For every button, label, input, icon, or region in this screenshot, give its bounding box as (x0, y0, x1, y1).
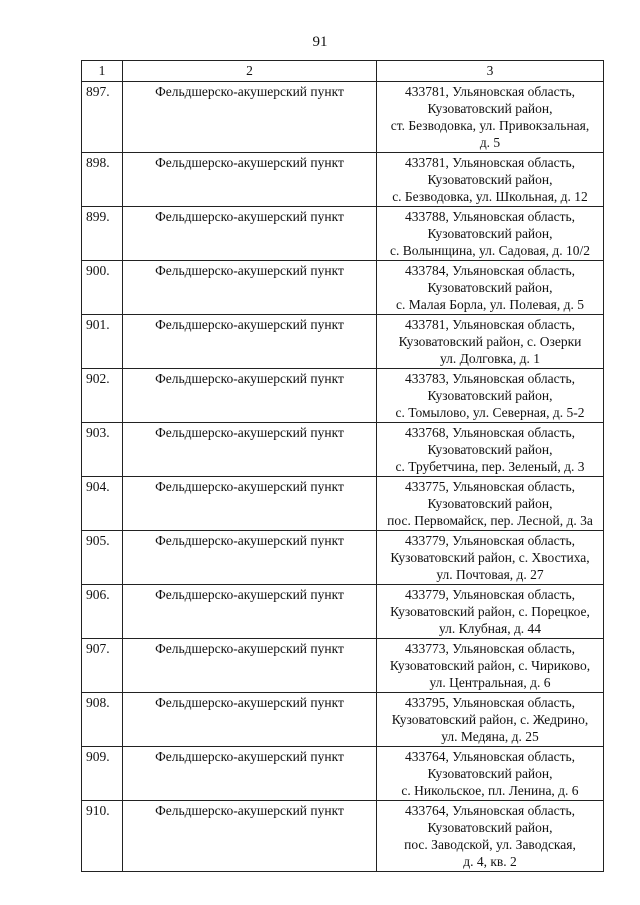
address-line: Кузоватовский район, (427, 388, 553, 403)
address-line: 433781, Ульяновская область, (404, 84, 575, 99)
address-line: 433781, Ульяновская область, (404, 155, 575, 170)
facility-address (377, 207, 604, 261)
address-line: 433795, Ульяновская область, (404, 695, 575, 710)
address-line: ул. Клубная, д. 44 (438, 621, 542, 636)
address-line: ул. Центральная, д. 6 (429, 675, 551, 690)
row-number: 907. (82, 639, 123, 693)
address-line: 433768, Ульяновская область, (404, 425, 575, 440)
row-number: 909. (82, 747, 123, 801)
facility-name: Фельдшерско-акушерский пункт (123, 315, 377, 369)
facility-address (377, 261, 604, 315)
facility-name: Фельдшерско-акушерский пункт (123, 747, 377, 801)
table-row (82, 153, 604, 207)
address-line: Кузоватовский район, (427, 820, 553, 835)
facility-address (377, 153, 604, 207)
page-number: 91 (312, 34, 328, 50)
address-line: ул. Почтовая, д. 27 (436, 567, 544, 582)
facility-address (377, 423, 604, 477)
address-line: пос. Заводской, ул. Заводская, (404, 837, 576, 852)
facility-address (377, 693, 604, 747)
address-line: 433784, Ульяновская область, (404, 263, 575, 278)
facility-name: Фельдшерско-акушерский пункт (123, 693, 377, 747)
table-body (82, 82, 604, 872)
facility-name: Фельдшерско-акушерский пункт (123, 585, 377, 639)
facility-address (377, 477, 604, 531)
facility-name: Фельдшерско-акушерский пункт (123, 261, 377, 315)
row-number: 904. (82, 477, 123, 531)
facility-table (81, 60, 604, 872)
address-line: пос. Первомайск, пер. Лесной, д. 3а (387, 513, 593, 528)
facility-name: Фельдшерско-акушерский пункт (123, 82, 377, 153)
address-line: Кузоватовский район, (427, 496, 553, 511)
row-number: 905. (82, 531, 123, 585)
column-header: 3 (377, 61, 604, 82)
address-line: Кузоватовский район, (427, 172, 553, 187)
table-row (82, 261, 604, 315)
address-line: 433764, Ульяновская область, (404, 803, 575, 818)
address-line: с. Никольское, пл. Ленина, д. 6 (401, 783, 579, 798)
facility-address (377, 369, 604, 423)
facility-address (377, 531, 604, 585)
facility-name: Фельдшерско-акушерский пункт (123, 369, 377, 423)
address-line: 433779, Ульяновская область, (404, 533, 575, 548)
row-number: 908. (82, 693, 123, 747)
address-line: 433779, Ульяновская область, (404, 587, 575, 602)
facility-address (377, 82, 604, 153)
address-line: 433764, Ульяновская область, (404, 749, 575, 764)
row-number: 910. (82, 801, 123, 872)
row-number: 903. (82, 423, 123, 477)
address-line: Кузоватовский район, (427, 226, 553, 241)
table-row (82, 639, 604, 693)
row-number: 899. (82, 207, 123, 261)
row-number: 898. (82, 153, 123, 207)
address-line: 433788, Ульяновская область, (404, 209, 575, 224)
table-row (82, 747, 604, 801)
facility-address (377, 639, 604, 693)
address-line: Кузоватовский район, (427, 442, 553, 457)
address-line: с. Трубетчина, пер. Зеленый, д. 3 (395, 459, 585, 474)
table-row (82, 423, 604, 477)
table-header-row (82, 61, 604, 82)
address-line: 433783, Ульяновская область, (404, 371, 575, 386)
address-line: ул. Долговка, д. 1 (440, 351, 540, 366)
address-line: с. Безводовка, ул. Школьная, д. 12 (392, 189, 588, 204)
address-line: Кузоватовский район, с. Жедрино, (391, 712, 589, 727)
address-line: с. Малая Борла, ул. Полевая, д. 5 (396, 297, 584, 312)
row-number: 901. (82, 315, 123, 369)
facility-name: Фельдшерско-акушерский пункт (123, 423, 377, 477)
table-row (82, 531, 604, 585)
column-header: 2 (123, 61, 377, 82)
table-row (82, 693, 604, 747)
facility-address (377, 747, 604, 801)
address-line: ул. Медяна, д. 25 (441, 729, 539, 744)
table-row (82, 82, 604, 153)
table-row (82, 585, 604, 639)
row-number: 906. (82, 585, 123, 639)
facility-name: Фельдшерско-акушерский пункт (123, 153, 377, 207)
address-line: 433781, Ульяновская область, (404, 317, 575, 332)
facility-name: Фельдшерско-акушерский пункт (123, 477, 377, 531)
address-line: Кузоватовский район, (427, 280, 553, 295)
column-header: 1 (82, 61, 123, 82)
facility-name: Фельдшерско-акушерский пункт (123, 207, 377, 261)
facility-address (377, 315, 604, 369)
address-line: д. 4, кв. 2 (463, 854, 517, 869)
address-line: с. Волынщина, ул. Садовая, д. 10/2 (390, 243, 590, 258)
table-row (82, 315, 604, 369)
address-line: Кузоватовский район, с. Чириково, (389, 658, 591, 673)
table-row (82, 207, 604, 261)
table-row (82, 801, 604, 872)
row-number: 897. (82, 82, 123, 153)
table-row (82, 369, 604, 423)
address-line: д. 5 (479, 135, 501, 150)
address-line: 433775, Ульяновская область, (404, 479, 575, 494)
facility-name: Фельдшерско-акушерский пункт (123, 801, 377, 872)
address-line: Кузоватовский район, (427, 766, 553, 781)
address-line: Кузоватовский район, с. Хвостиха, (390, 550, 590, 565)
address-line: 433773, Ульяновская область, (404, 641, 575, 656)
address-line: Кузоватовский район, с. Озерки (398, 334, 582, 349)
address-line: с. Томылово, ул. Северная, д. 5-2 (395, 405, 585, 420)
facility-name: Фельдшерско-акушерский пункт (123, 531, 377, 585)
table-row (82, 477, 604, 531)
address-line: Кузоватовский район, (427, 101, 553, 116)
row-number: 902. (82, 369, 123, 423)
facility-address (377, 801, 604, 872)
row-number: 900. (82, 261, 123, 315)
address-line: ст. Безводовка, ул. Привокзальная, (390, 118, 590, 133)
address-line: Кузоватовский район, с. Порецкое, (390, 604, 590, 619)
facility-name: Фельдшерско-акушерский пункт (123, 639, 377, 693)
facility-address (377, 585, 604, 639)
